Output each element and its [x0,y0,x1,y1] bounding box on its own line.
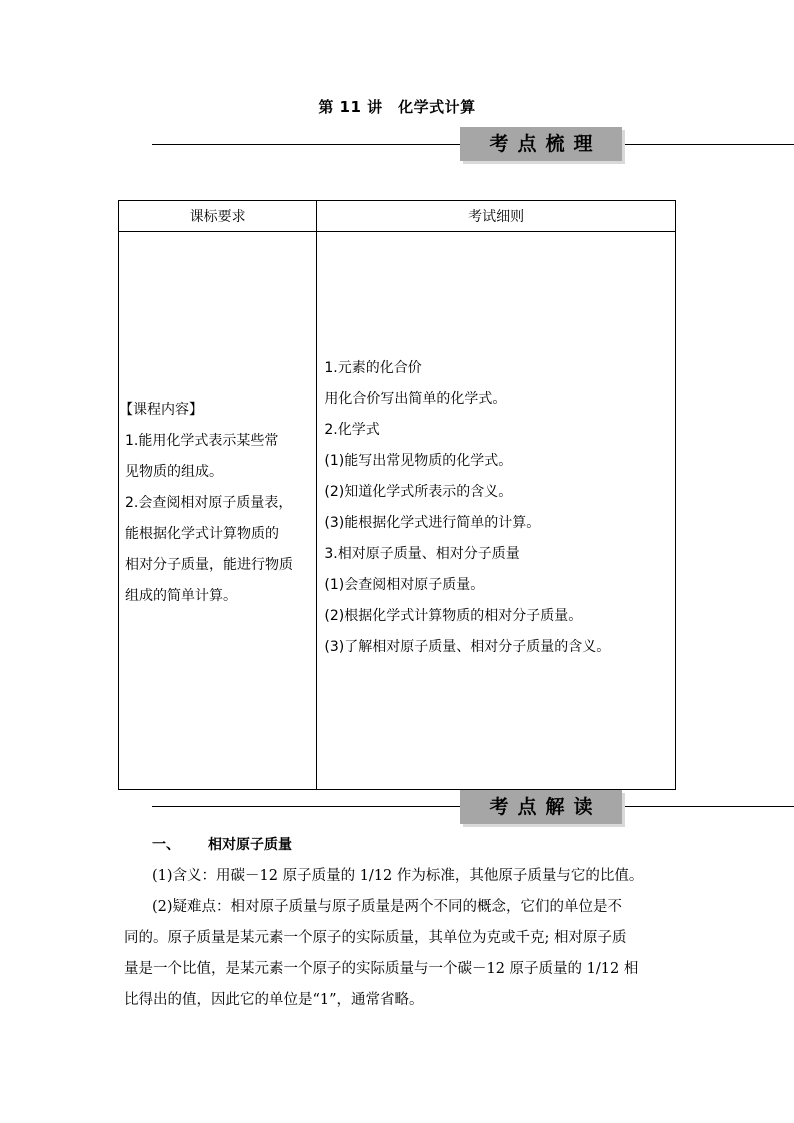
curriculum-cell [119,232,317,790]
lesson-title: 第 11 讲 化学式计算 [318,98,476,116]
section-badge-review: 考点梳理 [460,127,622,161]
curriculum-line: 1.能用化学式表示某些常 [125,433,279,449]
detail-line: 1.元素的化合价 [324,359,422,376]
detail-line: 3.相对原子质量、相对分子质量 [324,545,520,562]
paragraph-line: 量是一个比值，是某元素一个原子的实际质量与一个碳－12 原子质量的 1/12 相 [124,961,639,977]
curriculum-line: 2.会查阅相对原子质量表， [125,495,293,511]
detail-line: (2)知道化学式所表示的含义。 [324,483,513,500]
section-badge-interpret: 考点解读 [460,790,622,824]
subsection-heading [152,830,672,861]
header-exam-details: 考试细则 [317,201,676,232]
detail-line: (2)根据化学式计算物质的相对分子质量。 [324,607,583,624]
detail-line: (3)了解相对原子质量、相对分子质量的含义。 [324,638,611,655]
curriculum-line: 相对分子质量，能进行物质 [125,557,293,573]
table-header-row [119,201,676,232]
exam-details-content [317,353,675,663]
header-curriculum: 课标要求 [119,201,317,232]
detail-line: (1)会查阅相对原子质量。 [324,576,485,593]
interpretation-content [124,830,672,1016]
exam-details-cell [317,232,676,790]
table-body-row [119,232,676,790]
detail-line: 用化合价写出简单的化学式。 [324,390,507,407]
curriculum-line: 组成的简单计算。 [125,588,237,604]
curriculum-line: 见物质的组成。 [125,464,223,480]
paragraph-line: (2)疑难点：相对原子质量与原子质量是两个不同的概念，它们的单位是不 [152,899,623,915]
requirements-table [118,200,676,790]
detail-line: (1)能写出常见物质的化学式。 [324,452,513,469]
curriculum-content [119,395,316,612]
detail-line: (3)能根据化学式进行简单的计算。 [324,514,541,531]
paragraph-line: 比得出的值，因此它的单位是“1”，通常省略。 [124,992,424,1008]
curriculum-line: 能根据化学式计算物质的 [125,526,279,542]
paragraph-line: 同的。原子质量是某元素一个原子的实际质量，其单位为克或千克; 相对原子质 [124,930,627,946]
subsection-number: 一、 [152,837,180,853]
curriculum-line: 【课程内容】 [119,402,203,418]
paragraph-line: (1)含义：用碳－12 原子质量的 1/12 作为标准，其他原子质量与它的比值。 [152,868,644,884]
detail-line: 2.化学式 [324,421,380,438]
subsection-title: 相对原子质量 [208,837,292,853]
